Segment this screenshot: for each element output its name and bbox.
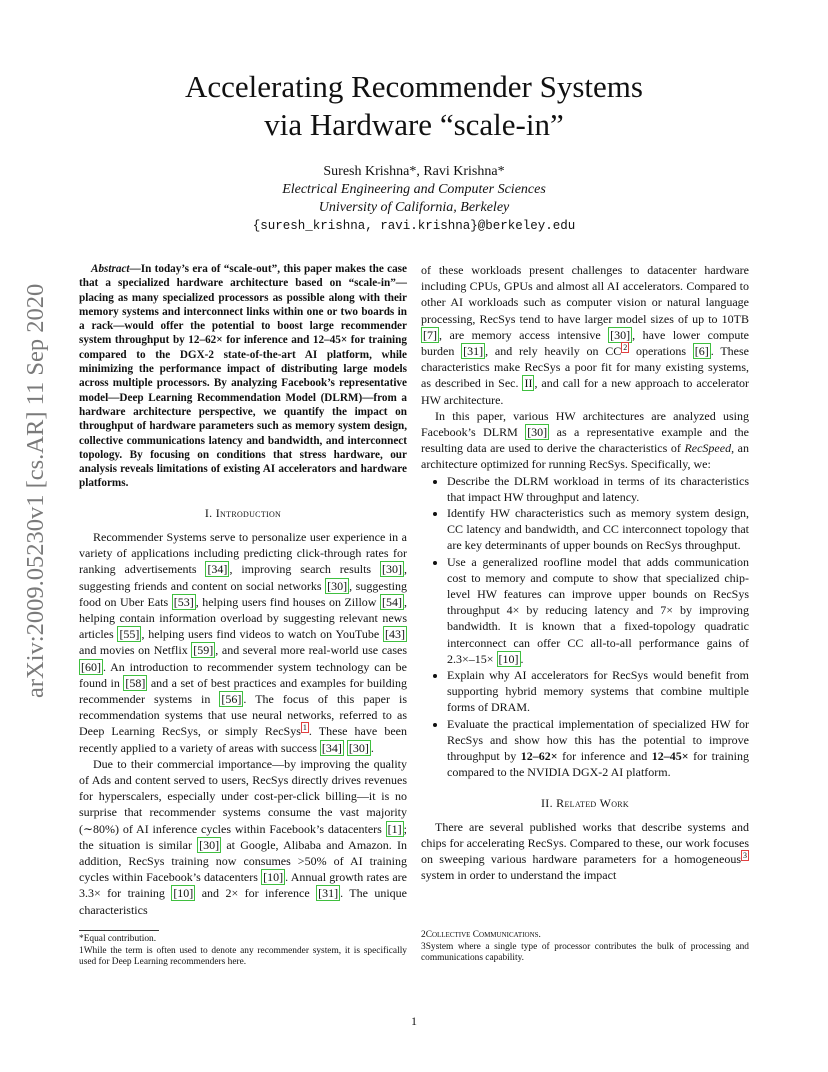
citation-link[interactable]: [53] (173, 594, 194, 609)
affiliation-department: Electrical Engineering and Computer Sciences (282, 182, 546, 197)
list-item: • Evaluate the practical implementation of specialized HW for RecSys and show how this has the potential to improve throughput by 12–62× for inference and 12–45× for training compared to the NVIDIA DGX-2 AI platform. (447, 716, 749, 781)
list-item: • Use a generalized roofline model that adds communication cost to memory and compute to show that specialized chip-level HW features can improve upper bounds on RecSys throughput 4× by reducing latency and 7× by improving bandwidth. It is known that a fixed-topology quadratic interconnect can offer CC all-to-all performance gains of 2.3×–15× [10] . (447, 554, 749, 667)
citation-link[interactable]: [55] (119, 627, 140, 642)
footnote-link[interactable]: 2 (623, 343, 628, 353)
author-names: Suresh Krishna*, Ravi Krishna* (323, 164, 505, 179)
citation-link[interactable]: [10] (173, 886, 194, 901)
intro-paragraph-2: Due to their commercial importance—by improving the quality of Ads and content served to users, RecSys directly drives revenues for hyperscalers, especially under cost-per-click billing—it is no surprise that recommender systems consume the vast majority (∼80%) of AI inference cycles within Facebook’s datacenters [1] ; the situation is similar [30] at Google, Alibaba and Amazon. In addition, RecSys training now consumes >50% of AI training cycles within Facebook’s datacenters [10] . Annual growth rates are 3.3× for training [10] and 2× for inference [31] . The unique characteristics (79, 756, 408, 917)
title-line-2: via Hardware “scale-in” (264, 107, 564, 142)
abstract (79, 262, 407, 491)
citation-link[interactable]: [58] (125, 675, 146, 690)
footnote-1: 1While the term is often used to denote any recommender system, it is specifically used for Deep Learning recommenders here. (79, 945, 407, 968)
footnotes-left (79, 930, 407, 969)
body-paragraph-continued: of these workloads present challenges to datacenter hardware including CPUs, GPUs and almost all AI accelerators. Compared to other AI workloads such as computer vision or natural language processing, RecSys tend to have larger model sizes of up to 10TB [7] , are memory access intensive [30] , have lower compute burden [31] , and rely heavily on CC $^2$ operations [6] . These characteristics make RecSys a poor fit for many existing systems, as described in Sec. II , and call for a new approach to accelerator HW architecture. (421, 263, 750, 407)
citation-link[interactable]: [60] (81, 659, 101, 674)
citation-link[interactable]: [10] (498, 651, 519, 666)
footnote-equal-contribution: *Equal contribution. (79, 934, 157, 944)
footnote-divider (79, 930, 159, 931)
section-heading-introduction: I. Introduction (204, 505, 282, 520)
citation-link[interactable]: [1] (387, 821, 402, 836)
right-column (421, 262, 749, 884)
footnote-2: 2Collective Communications. (421, 930, 541, 940)
abstract-text: —In today’s era of “scale-out”, this paper makes the case that a specialized hardware architecture based on “scale-in”—placing as many specialized processors as possible along with their memory systems and interconnect links within one or two boards in a rack—would offer the potential to boost large recommender system throughput by 12–62× for inference and 12–45× for training compared to the DGX-2 state-of-the-art AI platform, while minimizing the performance impact of distributing large models across multiple processors. By analyzing Facebook’s representative model—Deep Learning Recommendation Model (DLRM)—from a hardware architecture perspective, we quantify the impact on throughput of hardware parameters such as memory system design, collective communications latency and bandwidth, and interconnect topology. By focusing on conditions that stress hardware, our analysis reveals limitations of existing AI accelerators and hardware platforms. (79, 263, 407, 490)
section-link[interactable]: II (524, 376, 533, 391)
citation-link[interactable]: [43] (385, 627, 405, 642)
citation-link[interactable]: [10] (263, 870, 284, 885)
citation-link[interactable]: [30] (327, 578, 348, 593)
footnote-link[interactable]: 3 (743, 851, 747, 861)
footnote-link[interactable]: 1 (302, 723, 307, 733)
intro-paragraph-1: Recommender Systems serve to personalize user experience in a variety of applications including predicting click-through rates for ranking advertisements [34] , improving search results [30] , suggesting friends and content on social networks [30] , suggesting food on Uber Eats [53] , helping users find houses on Zillow [54] , helping contain information overload by suggesting relevant news articles [55] , helping users find videos to watch on YouTube [43] and movies on Netflix [59] , and several more real-world use cases [60] . An introduction to recommender system technology can be found in [58] and a set of best practices and examples for building recommender systems in [56] . The focus of this paper is recommendation systems that use neural networks, referred to as Deep Learning RecSys, or simply RecSys $^1$ . These have been recently applied to a variety of areas with success [34] [30] . (79, 529, 408, 755)
citation-link[interactable]: [34] (207, 562, 228, 577)
list-item: • Explain why AI accelerators for RecSys would benefit from supporting hybrid memory systems that combine multiple forms of DRAM. (447, 667, 749, 716)
citation-link[interactable]: [30] (610, 327, 631, 342)
left-column (79, 262, 407, 918)
footnotes-right (421, 930, 749, 965)
list-item: • Describe the DLRM workload in terms of its characteristics that impact HW throughput and latency. (447, 473, 749, 505)
citation-link[interactable]: [56] (221, 691, 242, 706)
citation-link[interactable]: [30] (382, 562, 402, 577)
citation-link[interactable]: [30] (199, 837, 220, 852)
citation-link[interactable]: [7] (423, 327, 437, 342)
author-emails: {suresh_krishna, ravi.krishna}@berkeley.edu (252, 219, 576, 233)
citation-link[interactable]: [6] (694, 344, 709, 359)
body-paragraph-contributions: In this paper, various HW architectures are analyzed using Facebook’s DLRM [30] as a representative example and the resulting data are used to derive the characteristics of RecSpeed, an architecture optimized for running RecSys. Specifically, we: (421, 408, 750, 472)
title-line-1: Accelerating Recommender Systems (185, 69, 643, 104)
related-work-paragraph: There are several published works that describe systems and chips for accelerating RecSys. Compared to these, our work focuses on sweeping various hardware parameters for a homogeneous $^3$ system in order to understand the impact (421, 819, 749, 883)
citation-link[interactable]: [30] (348, 740, 369, 755)
author-block (0, 163, 828, 235)
affiliation-university: University of California, Berkeley (318, 200, 510, 215)
contribution-list (421, 473, 749, 781)
arxiv-identifier: arXiv:2009.05230v1 [cs.AR] 11 Sep 2020 (22, 283, 49, 698)
citation-link[interactable]: [34] (321, 740, 342, 755)
citation-link[interactable]: [59] (193, 643, 214, 658)
abstract-label: Abstract (91, 263, 130, 275)
citation-link[interactable]: [30] (527, 425, 548, 440)
citation-link[interactable]: [31] (318, 886, 339, 901)
list-item: • Identify HW characteristics such as memory system design, CC latency and bandwidth, and CC interconnect topology that are key determinants of upper bounds on RecSys throughput. (447, 505, 749, 554)
citation-link[interactable]: [54] (382, 594, 402, 609)
citation-link[interactable]: [31] (463, 344, 484, 359)
paper-title (0, 68, 828, 144)
page-number: 1 (411, 1014, 417, 1028)
section-heading-related-work: II. Related Work (540, 795, 629, 810)
footnote-3: 3System where a single type of processor contributes the bulk of processing and communications capability. (421, 941, 749, 964)
